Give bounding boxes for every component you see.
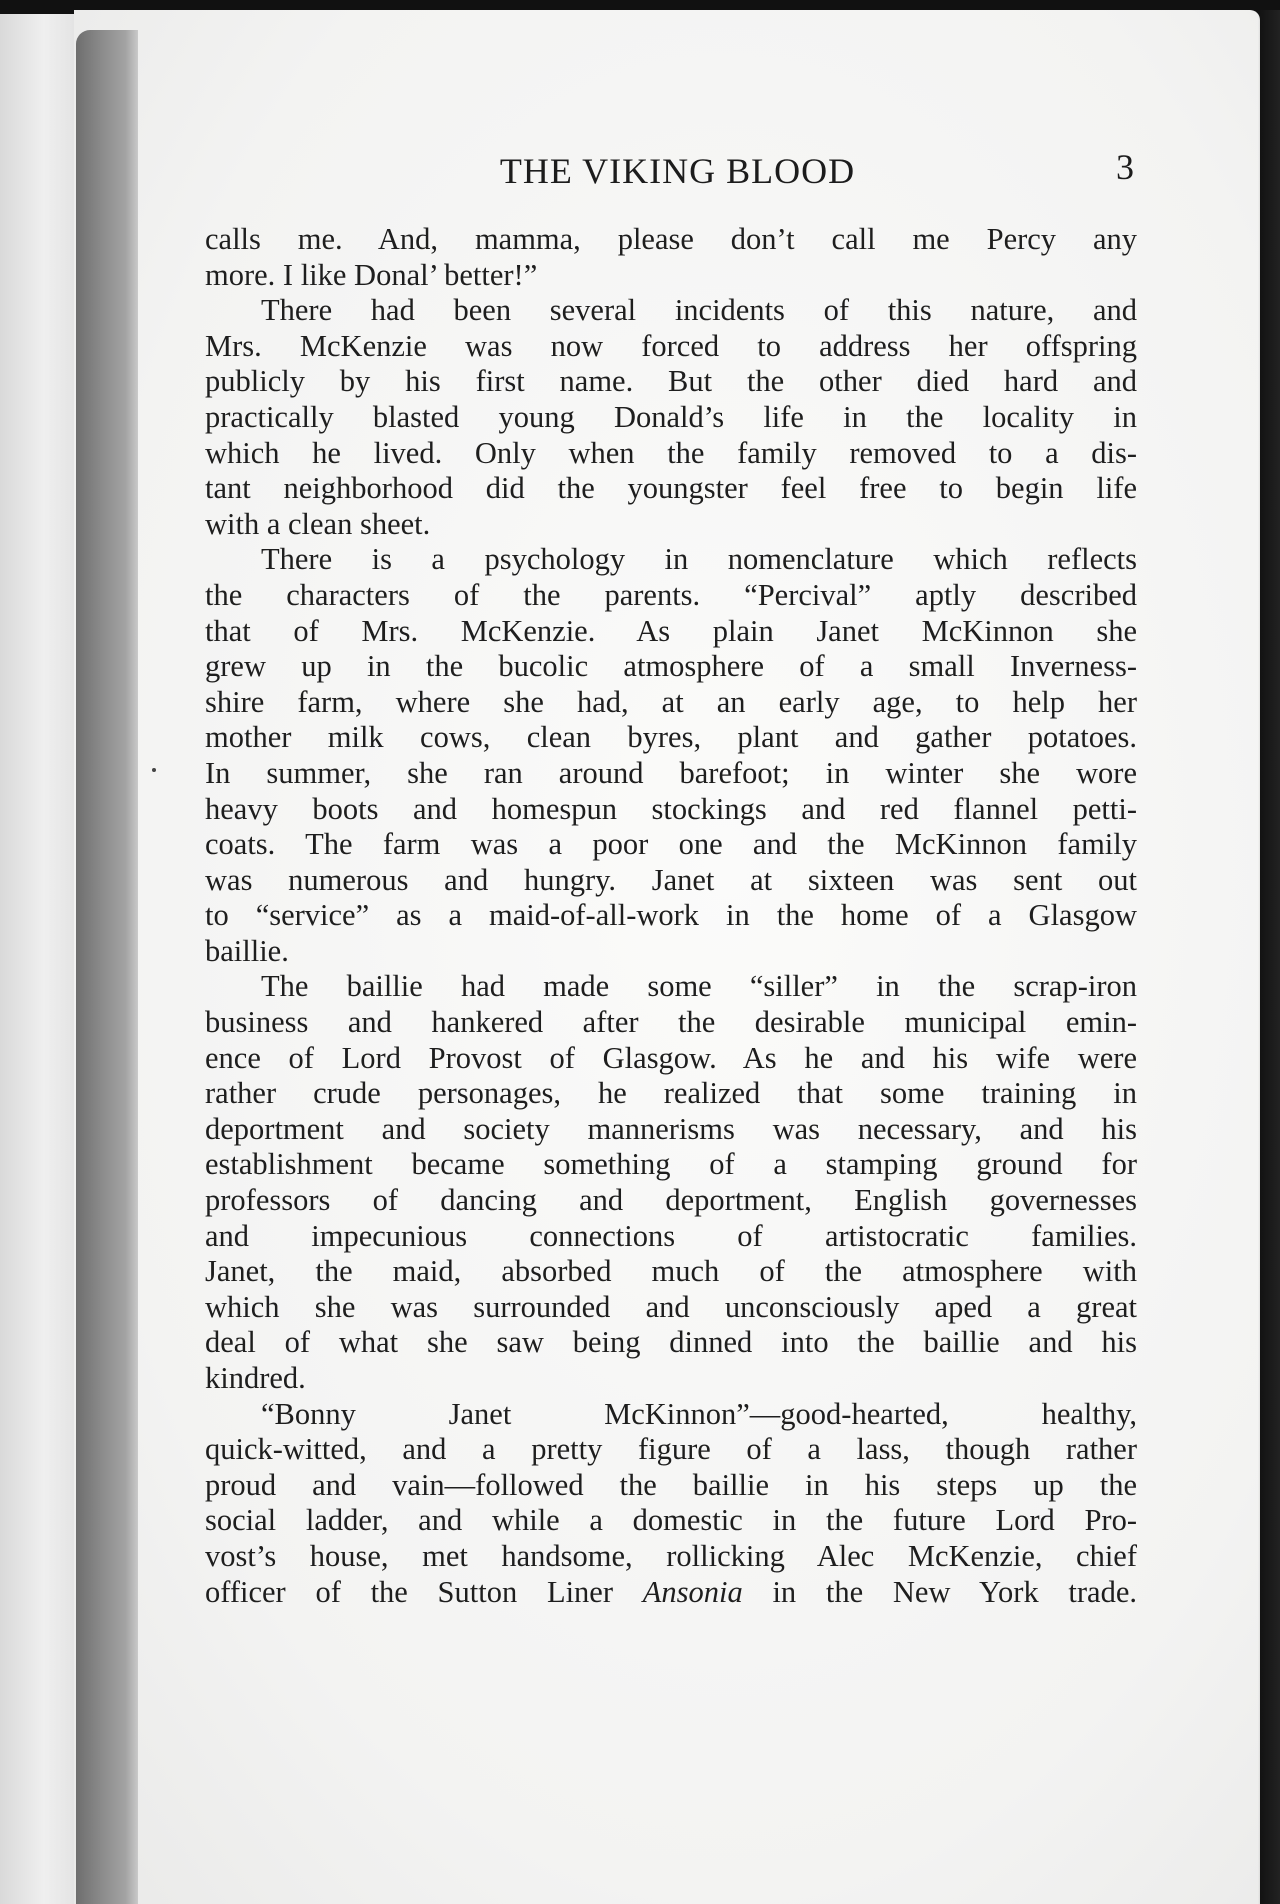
text-line: which she was surrounded and unconsciously aped a great: [205, 1289, 1137, 1324]
text-line: was numerous and hungry. Janet at sixteen was sent out: [205, 862, 1137, 897]
page-edge-shadow: [1258, 10, 1280, 1904]
text-line: proud and vain—followed the baillie in his steps up the: [205, 1467, 1137, 1502]
text-line: more. I like Donal’ better!”: [205, 257, 538, 292]
text-line: which he lived. Only when the family removed to a dis-: [205, 435, 1137, 470]
text-line: There had been several incidents of this nature, and: [261, 293, 1137, 328]
running-title: THE VIKING BLOOD: [499, 151, 856, 191]
text-line: “Bonny Janet McKinnon”—good-hearted, healthy,: [261, 1396, 1137, 1431]
text-line: Janet, the maid, absorbed much of the atmosphere with: [205, 1254, 1137, 1289]
text-line: vost’s house, met handsome, rollicking Alec McKenzie, chief: [205, 1538, 1137, 1573]
text-line: social ladder, and while a domestic in the future Lord Pro-: [205, 1503, 1137, 1538]
text-line: quick-witted, and a pretty figure of a lass, though rather: [205, 1432, 1137, 1467]
text-line: The baillie had made some “siller” in the scrap-iron: [261, 969, 1137, 1004]
text-line: with a clean sheet.: [205, 506, 431, 541]
text-line: ence of Lord Provost of Glasgow. As he and his wife were: [205, 1040, 1137, 1075]
text-line: shire farm, where she had, at an early age, to help her: [205, 684, 1137, 719]
text-line: to “service” as a maid-of-all-work in the home of a Glasgow: [205, 898, 1137, 933]
text-line: coats. The farm was a poor one and the McKinnon family: [205, 827, 1137, 862]
text-line: publicly by his first name. But the other died hard and: [205, 364, 1137, 399]
running-head: [220, 147, 1135, 200]
text-line: In summer, she ran around barefoot; in winter she wore: [205, 755, 1137, 790]
text-line: There is a psychology in nomenclature which reflects: [261, 542, 1137, 577]
text-line: business and hankered after the desirable municipal emin-: [205, 1005, 1137, 1040]
text-line: grew up in the bucolic atmosphere of a small Inverness-: [205, 649, 1137, 684]
body-text: [205, 222, 1137, 1610]
text-line: officer of the Sutton Liner Ansonia in the New York trade.: [205, 1574, 1137, 1609]
text-line: Mrs. McKenzie was now forced to address her offspring: [205, 328, 1137, 363]
page-number: 3: [1116, 147, 1135, 187]
text-line: heavy boots and homespun stockings and red flannel petti-: [205, 791, 1137, 826]
binding-spine: [76, 30, 138, 1904]
text-line: baillie.: [205, 933, 289, 968]
text-line: kindred.: [205, 1361, 306, 1395]
text-line: deportment and society mannerisms was necessary, and his: [205, 1111, 1137, 1146]
text-line: the characters of the parents. “Percival” aptly described: [205, 577, 1137, 612]
text-line: professors of dancing and deportment, English governesses: [205, 1183, 1137, 1218]
facing-page-edge: [0, 14, 74, 1904]
text-line: practically blasted young Donald’s life in the locality in: [205, 399, 1137, 434]
dust-speck: [152, 768, 156, 772]
text-line: rather crude personages, he realized that some training in: [205, 1076, 1137, 1111]
ship-name: Ansonia: [642, 1574, 743, 1609]
text-line: deal of what she saw being dinned into the baillie and his: [205, 1325, 1137, 1360]
text-line: and impecunious connections of artistocratic families.: [205, 1218, 1137, 1253]
text-line: tant neighborhood did the youngster feel free to begin life: [205, 471, 1137, 506]
text-line: that of Mrs. McKenzie. As plain Janet McKinnon she: [205, 613, 1137, 648]
text-line: mother milk cows, clean byres, plant and gather potatoes.: [205, 720, 1137, 755]
text-line: establishment became something of a stamping ground for: [205, 1147, 1137, 1182]
text-line: calls me. And, mamma, please don’t call me Percy any: [205, 222, 1137, 256]
